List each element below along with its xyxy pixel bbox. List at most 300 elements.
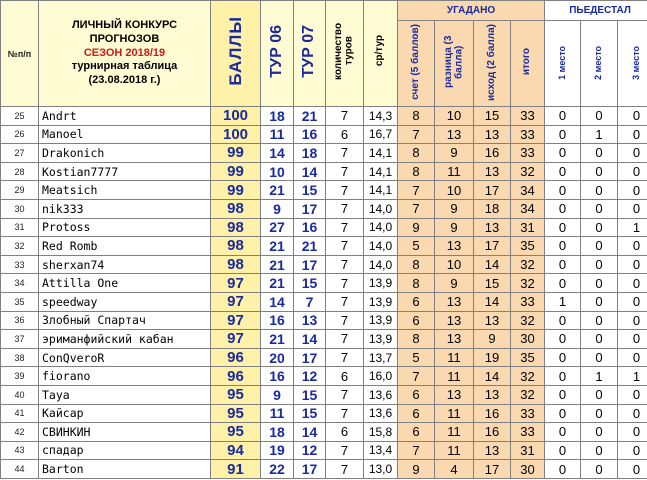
row-number-cell: 40: [1, 385, 39, 404]
tours-count-cell: 7: [326, 162, 364, 181]
avg-per-tour-cell: 13,9: [364, 311, 398, 330]
guessed-outcome-cell: 17: [474, 460, 511, 479]
table-row: [1, 162, 647, 181]
player-name-cell: Andrt: [39, 107, 211, 126]
podium-3-cell: 0: [618, 311, 647, 330]
header-tour07: ТУР 07: [294, 1, 326, 107]
table-row: [1, 348, 647, 367]
guessed-diff-cell: 11: [435, 162, 474, 181]
podium-2-cell: 0: [581, 292, 618, 311]
guessed-total-cell: 34: [511, 181, 545, 200]
podium-2-cell: 0: [581, 218, 618, 237]
guessed-outcome-cell: 13: [474, 162, 511, 181]
tours-count-cell: 7: [326, 144, 364, 163]
podium-3-cell: 0: [618, 199, 647, 218]
table-row: [1, 367, 647, 386]
avg-per-tour-cell: 13,0: [364, 460, 398, 479]
guessed-outcome-cell: 13: [474, 125, 511, 144]
header-tours-count: количество туров: [326, 1, 364, 107]
guessed-outcome-cell: 16: [474, 423, 511, 442]
guessed-outcome-cell: 19: [474, 348, 511, 367]
guessed-score-cell: 8: [398, 162, 435, 181]
tour06-points-cell: 21: [261, 330, 294, 349]
guessed-total-cell: 32: [511, 274, 545, 293]
table-row: [1, 199, 647, 218]
podium-1-cell: 0: [545, 107, 581, 126]
player-name-cell: Protoss: [39, 218, 211, 237]
guessed-diff-cell: 9: [435, 199, 474, 218]
tour07-points-cell: 16: [294, 125, 326, 144]
tours-count-cell: 7: [326, 218, 364, 237]
guessed-score-cell: 7: [398, 441, 435, 460]
podium-3-cell: 0: [618, 274, 647, 293]
points-cell: 97: [211, 274, 261, 293]
podium-1-cell: 0: [545, 404, 581, 423]
tour07-points-cell: 15: [294, 385, 326, 404]
tour07-points-cell: 18: [294, 144, 326, 163]
row-number-cell: 32: [1, 237, 39, 256]
podium-1-cell: 0: [545, 367, 581, 386]
podium-3-cell: 0: [618, 237, 647, 256]
tours-count-cell: 6: [326, 367, 364, 386]
podium-1-cell: 0: [545, 144, 581, 163]
guessed-total-cell: 32: [511, 255, 545, 274]
avg-per-tour-cell: 14,1: [364, 162, 398, 181]
guessed-diff-cell: 11: [435, 404, 474, 423]
podium-3-cell: 1: [618, 367, 647, 386]
guessed-diff-cell: 10: [435, 255, 474, 274]
podium-1-cell: 0: [545, 162, 581, 181]
podium-1-cell: 0: [545, 311, 581, 330]
podium-2-cell: 1: [581, 125, 618, 144]
table-row: [1, 218, 647, 237]
podium-2-cell: 0: [581, 404, 618, 423]
guessed-outcome-cell: 16: [474, 404, 511, 423]
points-cell: 99: [211, 144, 261, 163]
tour06-points-cell: 16: [261, 311, 294, 330]
tours-count-cell: 7: [326, 274, 364, 293]
guessed-outcome-cell: 18: [474, 199, 511, 218]
tours-count-cell: 6: [326, 423, 364, 442]
avg-per-tour-cell: 14,3: [364, 107, 398, 126]
tours-count-cell: 7: [326, 292, 364, 311]
guessed-total-cell: 33: [511, 404, 545, 423]
tour06-points-cell: 21: [261, 255, 294, 274]
tour07-points-cell: 12: [294, 367, 326, 386]
tour06-points-cell: 14: [261, 292, 294, 311]
row-number-cell: 39: [1, 367, 39, 386]
guessed-total-cell: 32: [511, 162, 545, 181]
tour06-points-cell: 19: [261, 441, 294, 460]
player-name-cell: fiorano: [39, 367, 211, 386]
player-name-cell: sherxan74: [39, 255, 211, 274]
player-name-cell: Злобный Спартач: [39, 311, 211, 330]
tour07-points-cell: 21: [294, 237, 326, 256]
guessed-score-cell: 5: [398, 237, 435, 256]
table-body: [1, 107, 647, 479]
tour07-points-cell: 17: [294, 348, 326, 367]
podium-2-cell: 0: [581, 181, 618, 200]
header-guessed: УГАДАНО: [398, 1, 545, 21]
guessed-score-cell: 6: [398, 404, 435, 423]
row-number-cell: 33: [1, 255, 39, 274]
podium-2-cell: 0: [581, 144, 618, 163]
player-name-cell: Barton: [39, 460, 211, 479]
guessed-score-cell: 6: [398, 292, 435, 311]
tours-count-cell: 7: [326, 199, 364, 218]
player-name-cell: Kostian7777: [39, 162, 211, 181]
points-cell: 97: [211, 292, 261, 311]
tours-count-cell: 7: [326, 460, 364, 479]
points-cell: 98: [211, 218, 261, 237]
avg-per-tour-cell: 14,0: [364, 218, 398, 237]
guessed-diff-cell: 9: [435, 274, 474, 293]
guessed-total-cell: 30: [511, 330, 545, 349]
guessed-total-cell: 33: [511, 144, 545, 163]
guessed-score-cell: 8: [398, 144, 435, 163]
podium-2-cell: 0: [581, 330, 618, 349]
podium-3-cell: 0: [618, 404, 647, 423]
points-cell: 96: [211, 367, 261, 386]
podium-2-cell: 0: [581, 441, 618, 460]
guessed-outcome-cell: 13: [474, 441, 511, 460]
podium-2-cell: 0: [581, 311, 618, 330]
player-name-cell: спадар: [39, 441, 211, 460]
player-name-cell: Red Romb: [39, 237, 211, 256]
podium-3-cell: 0: [618, 107, 647, 126]
avg-per-tour-cell: 14,0: [364, 199, 398, 218]
tour06-points-cell: 21: [261, 237, 294, 256]
tour06-points-cell: 27: [261, 218, 294, 237]
tour06-points-cell: 11: [261, 125, 294, 144]
guessed-score-cell: 9: [398, 218, 435, 237]
guessed-outcome-cell: 14: [474, 367, 511, 386]
player-name-cell: Attilla One: [39, 274, 211, 293]
tour07-points-cell: 21: [294, 107, 326, 126]
table-row: [1, 255, 647, 274]
guessed-total-cell: 32: [511, 311, 545, 330]
tour07-points-cell: 17: [294, 255, 326, 274]
tour06-points-cell: 22: [261, 460, 294, 479]
guessed-outcome-cell: 17: [474, 181, 511, 200]
table-row: [1, 237, 647, 256]
avg-per-tour-cell: 14,1: [364, 181, 398, 200]
guessed-diff-cell: 4: [435, 460, 474, 479]
header-podium-1: 1 место: [545, 21, 581, 107]
row-number-cell: 37: [1, 330, 39, 349]
tour06-points-cell: 10: [261, 162, 294, 181]
guessed-total-cell: 35: [511, 348, 545, 367]
guessed-outcome-cell: 9: [474, 330, 511, 349]
row-number-cell: 43: [1, 441, 39, 460]
header-points: БАЛЛЫ: [211, 1, 261, 107]
guessed-outcome-cell: 15: [474, 107, 511, 126]
podium-3-cell: 0: [618, 181, 647, 200]
podium-2-cell: 1: [581, 367, 618, 386]
avg-per-tour-cell: 14,1: [364, 144, 398, 163]
guessed-outcome-cell: 14: [474, 255, 511, 274]
podium-1-cell: 0: [545, 255, 581, 274]
guessed-diff-cell: 10: [435, 107, 474, 126]
tour06-points-cell: 16: [261, 367, 294, 386]
title-line2: ПРОГНОЗОВ: [89, 32, 160, 45]
header-title: [39, 1, 211, 107]
table-row: [1, 404, 647, 423]
podium-1-cell: 0: [545, 218, 581, 237]
tour07-points-cell: 7: [294, 292, 326, 311]
table-row: [1, 441, 647, 460]
guessed-diff-cell: 13: [435, 237, 474, 256]
guessed-outcome-cell: 17: [474, 237, 511, 256]
podium-1-cell: 0: [545, 237, 581, 256]
points-cell: 94: [211, 441, 261, 460]
guessed-total-cell: 33: [511, 125, 545, 144]
guessed-diff-cell: 9: [435, 144, 474, 163]
player-name-cell: Taya: [39, 385, 211, 404]
avg-per-tour-cell: 13,9: [364, 330, 398, 349]
tour06-points-cell: 21: [261, 181, 294, 200]
tour07-points-cell: 12: [294, 441, 326, 460]
guessed-diff-cell: 11: [435, 441, 474, 460]
tours-count-cell: 7: [326, 107, 364, 126]
guessed-total-cell: 31: [511, 441, 545, 460]
guessed-total-cell: 35: [511, 237, 545, 256]
header-podium: ПЬЕДЕСТАЛ: [545, 1, 647, 21]
guessed-score-cell: 7: [398, 125, 435, 144]
avg-per-tour-cell: 16,7: [364, 125, 398, 144]
podium-2-cell: 0: [581, 199, 618, 218]
header-num: №п/п: [1, 1, 39, 107]
tour07-points-cell: 14: [294, 162, 326, 181]
row-number-cell: 27: [1, 144, 39, 163]
guessed-diff-cell: 13: [435, 385, 474, 404]
points-cell: 91: [211, 460, 261, 479]
podium-3-cell: 1: [618, 218, 647, 237]
header-guessed-outcome: исход (2 балла): [474, 21, 511, 107]
podium-3-cell: 0: [618, 144, 647, 163]
table-row: [1, 311, 647, 330]
tours-count-cell: 7: [326, 237, 364, 256]
tours-count-cell: 7: [326, 330, 364, 349]
guessed-diff-cell: 11: [435, 367, 474, 386]
row-number-cell: 29: [1, 181, 39, 200]
table-row: [1, 292, 647, 311]
guessed-diff-cell: 11: [435, 348, 474, 367]
guessed-outcome-cell: 13: [474, 311, 511, 330]
row-number-cell: 38: [1, 348, 39, 367]
podium-1-cell: 0: [545, 423, 581, 442]
podium-1-cell: 0: [545, 330, 581, 349]
header-guessed-total: итого: [511, 21, 545, 107]
player-name-cell: Drakonich: [39, 144, 211, 163]
points-cell: 98: [211, 199, 261, 218]
tour07-points-cell: 15: [294, 404, 326, 423]
podium-2-cell: 0: [581, 237, 618, 256]
tour07-points-cell: 17: [294, 199, 326, 218]
table-row: [1, 460, 647, 479]
points-cell: 100: [211, 125, 261, 144]
tours-count-cell: 7: [326, 404, 364, 423]
podium-1-cell: 0: [545, 125, 581, 144]
row-number-cell: 28: [1, 162, 39, 181]
header-guessed-diff: разница (3 балла): [435, 21, 474, 107]
tour06-points-cell: 14: [261, 144, 294, 163]
podium-2-cell: 0: [581, 385, 618, 404]
guessed-total-cell: 32: [511, 385, 545, 404]
points-cell: 95: [211, 385, 261, 404]
avg-per-tour-cell: 14,0: [364, 237, 398, 256]
table-row: [1, 274, 647, 293]
tours-count-cell: 7: [326, 311, 364, 330]
row-number-cell: 34: [1, 274, 39, 293]
row-number-cell: 42: [1, 423, 39, 442]
avg-per-tour-cell: 13,9: [364, 274, 398, 293]
avg-per-tour-cell: 15,8: [364, 423, 398, 442]
tour06-points-cell: 9: [261, 199, 294, 218]
guessed-total-cell: 30: [511, 460, 545, 479]
podium-1-cell: 0: [545, 274, 581, 293]
points-cell: 100: [211, 107, 261, 126]
tours-count-cell: 7: [326, 181, 364, 200]
guessed-outcome-cell: 13: [474, 385, 511, 404]
player-name-cell: Meatsich: [39, 181, 211, 200]
guessed-total-cell: 33: [511, 423, 545, 442]
player-name-cell: Manoel: [39, 125, 211, 144]
header-tour06: ТУР 06: [261, 1, 294, 107]
guessed-total-cell: 32: [511, 367, 545, 386]
podium-3-cell: 0: [618, 441, 647, 460]
guessed-score-cell: 5: [398, 348, 435, 367]
podium-1-cell: 0: [545, 181, 581, 200]
player-name-cell: эриманфийский кабан: [39, 330, 211, 349]
podium-1-cell: 0: [545, 348, 581, 367]
avg-per-tour-cell: 13,7: [364, 348, 398, 367]
header-avg: ср/тур: [364, 1, 398, 107]
points-cell: 97: [211, 311, 261, 330]
guessed-outcome-cell: 16: [474, 144, 511, 163]
guessed-total-cell: 34: [511, 199, 545, 218]
podium-2-cell: 0: [581, 348, 618, 367]
player-name-cell: nik333: [39, 199, 211, 218]
points-cell: 98: [211, 255, 261, 274]
guessed-score-cell: 8: [398, 107, 435, 126]
guessed-score-cell: 7: [398, 199, 435, 218]
points-cell: 96: [211, 348, 261, 367]
row-number-cell: 31: [1, 218, 39, 237]
guessed-diff-cell: 13: [435, 292, 474, 311]
tour07-points-cell: 14: [294, 330, 326, 349]
table-row: [1, 385, 647, 404]
table-row: [1, 181, 647, 200]
guessed-score-cell: 8: [398, 274, 435, 293]
points-cell: 98: [211, 237, 261, 256]
podium-2-cell: 0: [581, 274, 618, 293]
podium-2-cell: 0: [581, 460, 618, 479]
guessed-score-cell: 8: [398, 255, 435, 274]
tours-count-cell: 7: [326, 348, 364, 367]
tour07-points-cell: 16: [294, 218, 326, 237]
guessed-total-cell: 31: [511, 218, 545, 237]
guessed-outcome-cell: 15: [474, 274, 511, 293]
header-podium-3: 3 место: [618, 21, 647, 107]
tour07-points-cell: 15: [294, 274, 326, 293]
podium-2-cell: 0: [581, 107, 618, 126]
podium-3-cell: 0: [618, 460, 647, 479]
tour06-points-cell: 18: [261, 423, 294, 442]
avg-per-tour-cell: 14,0: [364, 255, 398, 274]
title-line1: ЛИЧНЫЙ КОНКУРС: [71, 19, 178, 32]
podium-2-cell: 0: [581, 423, 618, 442]
row-number-cell: 26: [1, 125, 39, 144]
player-name-cell: speedway: [39, 292, 211, 311]
points-cell: 95: [211, 423, 261, 442]
podium-3-cell: 0: [618, 385, 647, 404]
row-number-cell: 41: [1, 404, 39, 423]
guessed-score-cell: 7: [398, 367, 435, 386]
row-number-cell: 35: [1, 292, 39, 311]
guessed-score-cell: 8: [398, 330, 435, 349]
guessed-score-cell: 6: [398, 311, 435, 330]
podium-3-cell: 0: [618, 330, 647, 349]
guessed-diff-cell: 9: [435, 218, 474, 237]
row-number-cell: 25: [1, 107, 39, 126]
avg-per-tour-cell: 13,4: [364, 441, 398, 460]
tour07-points-cell: 17: [294, 460, 326, 479]
player-name-cell: ConQveroR: [39, 348, 211, 367]
guessed-diff-cell: 13: [435, 330, 474, 349]
guessed-score-cell: 6: [398, 385, 435, 404]
guessed-diff-cell: 13: [435, 125, 474, 144]
subtitle-line1: турнирная таблица: [71, 60, 178, 73]
tour06-points-cell: 21: [261, 274, 294, 293]
tour06-points-cell: 11: [261, 404, 294, 423]
avg-per-tour-cell: 13,6: [364, 404, 398, 423]
table-row: [1, 144, 647, 163]
podium-3-cell: 0: [618, 292, 647, 311]
header-podium-2: 2 место: [581, 21, 618, 107]
tour07-points-cell: 13: [294, 311, 326, 330]
guessed-outcome-cell: 13: [474, 218, 511, 237]
tour07-points-cell: 14: [294, 423, 326, 442]
table-row: [1, 107, 647, 126]
tours-count-cell: 6: [326, 125, 364, 144]
avg-per-tour-cell: 13,6: [364, 385, 398, 404]
guessed-total-cell: 33: [511, 292, 545, 311]
guessed-diff-cell: 13: [435, 311, 474, 330]
podium-1-cell: 0: [545, 460, 581, 479]
guessed-total-cell: 33: [511, 107, 545, 126]
tour06-points-cell: 20: [261, 348, 294, 367]
guessed-diff-cell: 11: [435, 423, 474, 442]
table-row: [1, 330, 647, 349]
tour06-points-cell: 18: [261, 107, 294, 126]
subtitle-line2: (23.08.2018 г.): [88, 74, 161, 87]
tour07-points-cell: 15: [294, 181, 326, 200]
points-cell: 95: [211, 404, 261, 423]
podium-3-cell: 0: [618, 255, 647, 274]
table-row: [1, 423, 647, 442]
avg-per-tour-cell: 13,9: [364, 292, 398, 311]
guessed-diff-cell: 10: [435, 181, 474, 200]
tour06-points-cell: 9: [261, 385, 294, 404]
tours-count-cell: 7: [326, 441, 364, 460]
season-label: СЕЗОН 2018/19: [83, 46, 166, 59]
player-name-cell: СВИНКИН: [39, 423, 211, 442]
avg-per-tour-cell: 16,0: [364, 367, 398, 386]
player-name-cell: Кайсар: [39, 404, 211, 423]
points-cell: 99: [211, 162, 261, 181]
podium-2-cell: 0: [581, 162, 618, 181]
